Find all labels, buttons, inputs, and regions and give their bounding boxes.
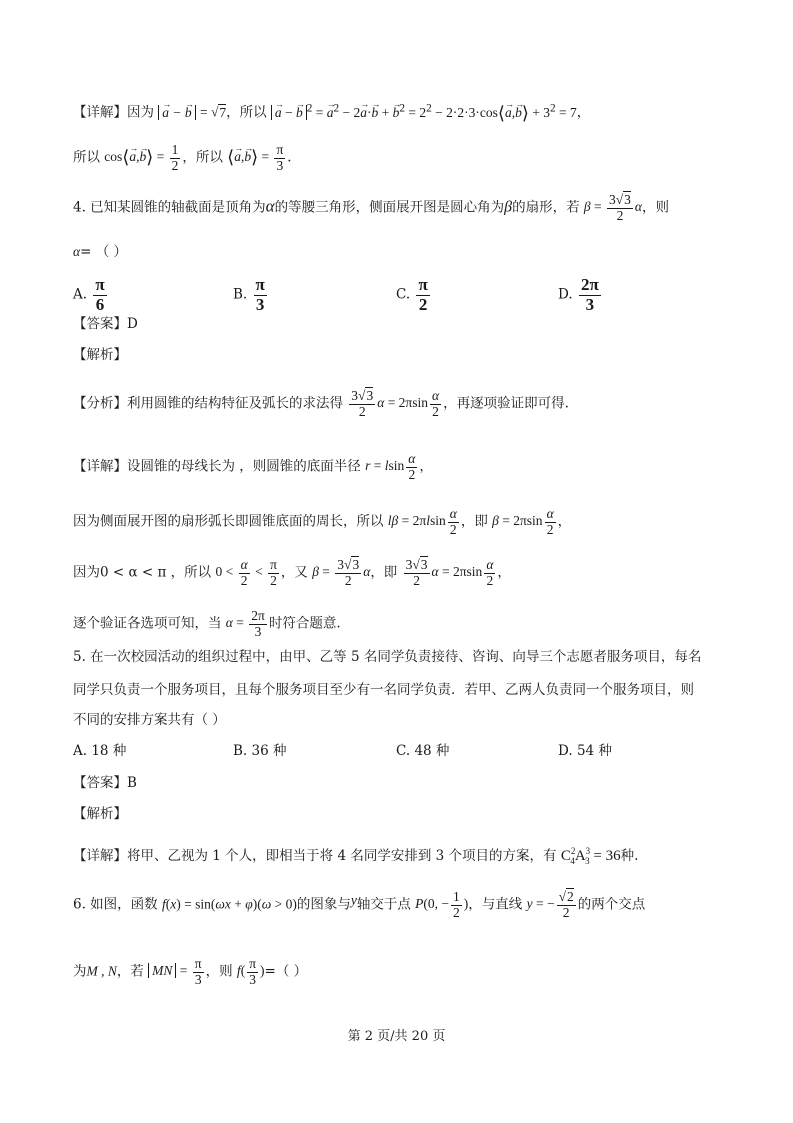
option-label: D. — [558, 743, 573, 759]
option-label: C. — [396, 743, 411, 759]
option-text: 18 种 — [91, 743, 127, 759]
q4-option-b[interactable] — [233, 276, 269, 314]
text: 的图象与 — [296, 896, 351, 913]
math-expansion: → a − → b $^2$ = → $a^2 - 2\to a\cdot\to b$ + → $b^2 = 2^2$ − 2·2·3·cos⟨→ a,→ b⟩ + $3^2 = 7$ — [271, 105, 577, 120]
math-function: f(x) = sin(ωx + φ)(ω > 0) — [161, 896, 297, 912]
text: 4. 已知某圆锥的轴截面是顶角为 — [73, 199, 266, 216]
q5-answer — [73, 773, 137, 793]
q5-option-a[interactable] — [73, 741, 126, 761]
text: ，即 — [460, 513, 488, 530]
option-text: 54 种 — [576, 743, 612, 759]
q4-stem-line-1 — [73, 193, 669, 224]
q4-detail-line-3 — [73, 558, 511, 589]
text: ，即 — [370, 564, 398, 581]
text: ， — [419, 458, 433, 475]
option-label: A. — [73, 743, 88, 759]
math-mn-length: MN = $\frac{\pi}{3}$ — [148, 963, 205, 978]
option-label: C. — [396, 286, 411, 303]
text: 所以 — [73, 149, 100, 166]
option-fraction: $\frac{\pi}{3}$ — [255, 275, 265, 314]
q5-stem-line-1: 5. 在一次校园活动的组织过程中，由甲、乙等 5 名同学负责接待、咨询、向导三个志愿者服务项目，每名 — [73, 649, 702, 665]
q5-option-d[interactable] — [558, 741, 612, 761]
math-f-value: f( $\frac{\pi}{3}$ ) — [236, 956, 265, 987]
text: . — [287, 149, 292, 166]
q6-stem-line-2 — [73, 957, 307, 988]
text: ，再逐项验证即可得. — [443, 395, 569, 412]
option-fraction: $\frac{\pi}{6}$ — [95, 275, 105, 314]
text: ，则 — [205, 963, 233, 980]
q5-stem-line-2: 同学只负责一个服务项目，且每个服务项目至少有一名同学负责．若甲、乙两人负责同一个服务项目，则 — [73, 682, 694, 698]
math-alpha-value: α = $\frac{2\pi}{3}$ — [225, 608, 265, 639]
q4-detail-line-4 — [73, 609, 341, 640]
math-fenxi-eq: $\frac{3√3}{2}$ α = 2πsin $\frac{\alpha}{2}$ — [351, 388, 440, 419]
math-beta-expr: β = 2πsin $\frac{\alpha}{2}$ — [492, 506, 554, 537]
q3-detail-line-2 — [73, 143, 292, 174]
text: =（ ） — [264, 963, 308, 980]
text: 时符合题意. — [268, 615, 341, 632]
option-text: 48 种 — [414, 743, 450, 759]
q4-stem-line-2 — [73, 242, 127, 262]
text: ，所以 — [182, 149, 223, 166]
text: 逐个验证各选项可知，当 — [73, 615, 222, 632]
q5-option-b[interactable] — [233, 741, 287, 761]
detail-label: 【详解】 — [73, 848, 127, 864]
answer-value: D — [127, 316, 138, 332]
math-cos: cos⟨→ a,→ b⟩ = $\frac{1}{2}$ — [104, 149, 182, 164]
math-beta-eq: β = $\frac{3√3}{2}$ α — [583, 192, 642, 223]
text: 因为 — [127, 104, 154, 121]
q4-option-d[interactable] — [558, 276, 603, 314]
option-label: B. — [233, 743, 248, 759]
q4-detail-line-1 — [73, 452, 433, 483]
math-alpha: α — [265, 196, 275, 216]
text: 因为侧面展开图的扇形弧长即圆锥底面的周长，所以 — [73, 513, 384, 530]
text: 的两个交点 — [577, 896, 646, 913]
text: ，所以 — [226, 104, 267, 121]
q4-fenxi — [73, 389, 569, 420]
option-fraction: $\frac{2\pi}{3}$ — [580, 275, 599, 314]
math-mn: M , N — [86, 963, 117, 979]
text: 因为0 < α < π ，所以 — [73, 564, 212, 581]
math-y: y — [350, 892, 357, 908]
analysis-label: 【解析】 — [73, 806, 127, 822]
q5-option-c[interactable] — [396, 741, 449, 761]
answer-label: 【答案】 — [73, 775, 127, 791]
text: ， — [557, 513, 572, 530]
text: ， — [576, 104, 591, 121]
option-label: A. — [73, 286, 88, 303]
text: 为 — [73, 963, 87, 980]
text: ，又 — [280, 564, 308, 581]
detail-label: 【详解】 — [73, 104, 127, 121]
math-point-p: P(0, − $\frac{1}{2}$ ) — [415, 889, 469, 920]
math-alpha: α — [73, 244, 81, 259]
math-arc: lβ = 2πlsin $\frac{\alpha}{2}$ — [387, 506, 457, 537]
math-angle: ⟨→ a,→ b⟩ = $\frac{\pi}{3}$ — [227, 149, 287, 164]
answer-label: 【答案】 — [73, 316, 127, 332]
text: 的扇形，若 — [512, 199, 580, 216]
analysis-label: 【解析】 — [73, 347, 127, 363]
q4-option-a[interactable] — [73, 276, 109, 314]
text: 6. 如图，函数 — [73, 896, 158, 913]
option-label: D. — [558, 286, 573, 303]
q5-stem-line-3: 不同的安排方案共有（ ） — [73, 712, 226, 728]
q4-option-c[interactable] — [396, 276, 432, 314]
math-eq: = √7 — [199, 104, 227, 120]
text: ，则 — [642, 199, 669, 216]
text: ，若 — [116, 963, 144, 980]
fenxi-label: 【分析】 — [73, 395, 127, 412]
math-equation: $\frac{3√3}{2}$ α = 2πsin $\frac{\alpha}{2}$ — [405, 557, 494, 588]
math-abs-a-minus-b: → a − → b — [158, 105, 195, 120]
q6-stem-line-1 — [73, 890, 645, 921]
q4-analysis-label — [73, 345, 127, 365]
text: 利用圆锥的结构特征及弧长的求法得 — [127, 395, 343, 412]
q4-answer — [73, 314, 138, 334]
q4-detail-line-2 — [73, 507, 571, 538]
math-beta-eq2: β = $\frac{3√3}{2}$ α — [312, 557, 371, 588]
math-line: y = − $\frac{√2}{2}$ — [526, 889, 574, 920]
text: 设圆锥的母线长为 ，则圆锥的底面半径 — [127, 458, 361, 475]
text: = （ ） — [80, 244, 127, 260]
math-beta: β — [504, 198, 513, 216]
math-combination: $C^2_4A^3_3 = 36$ — [560, 846, 621, 866]
text: 将甲、乙视为 1 个人，即相当于将 4 名同学安排到 3 个项目的方案，有 — [127, 848, 557, 864]
option-label: B. — [233, 286, 248, 303]
text: ， — [497, 564, 511, 581]
option-text: 36 种 — [251, 743, 287, 759]
detail-label: 【详解】 — [73, 458, 127, 475]
page-footer: 第 2 页/共 20 页 — [347, 1029, 446, 1044]
text: 轴交于点 — [356, 896, 411, 913]
text: 的等腰三角形，侧面展开图是圆心角为 — [274, 199, 505, 216]
option-fraction: $\frac{\pi}{2}$ — [418, 275, 428, 314]
math-radius: r = lsin $\frac{\alpha}{2}$ — [365, 451, 416, 482]
q5-analysis-label — [73, 804, 127, 824]
q3-detail-line-1 — [73, 98, 590, 123]
text: ，与直线 — [468, 896, 523, 913]
text: 种. — [620, 848, 639, 864]
math-half-range: 0 < $\frac{\alpha}{2}$ < $\frac{\pi}{2}$ — [215, 557, 277, 588]
q5-detail — [73, 841, 638, 871]
answer-value: B — [127, 775, 137, 791]
